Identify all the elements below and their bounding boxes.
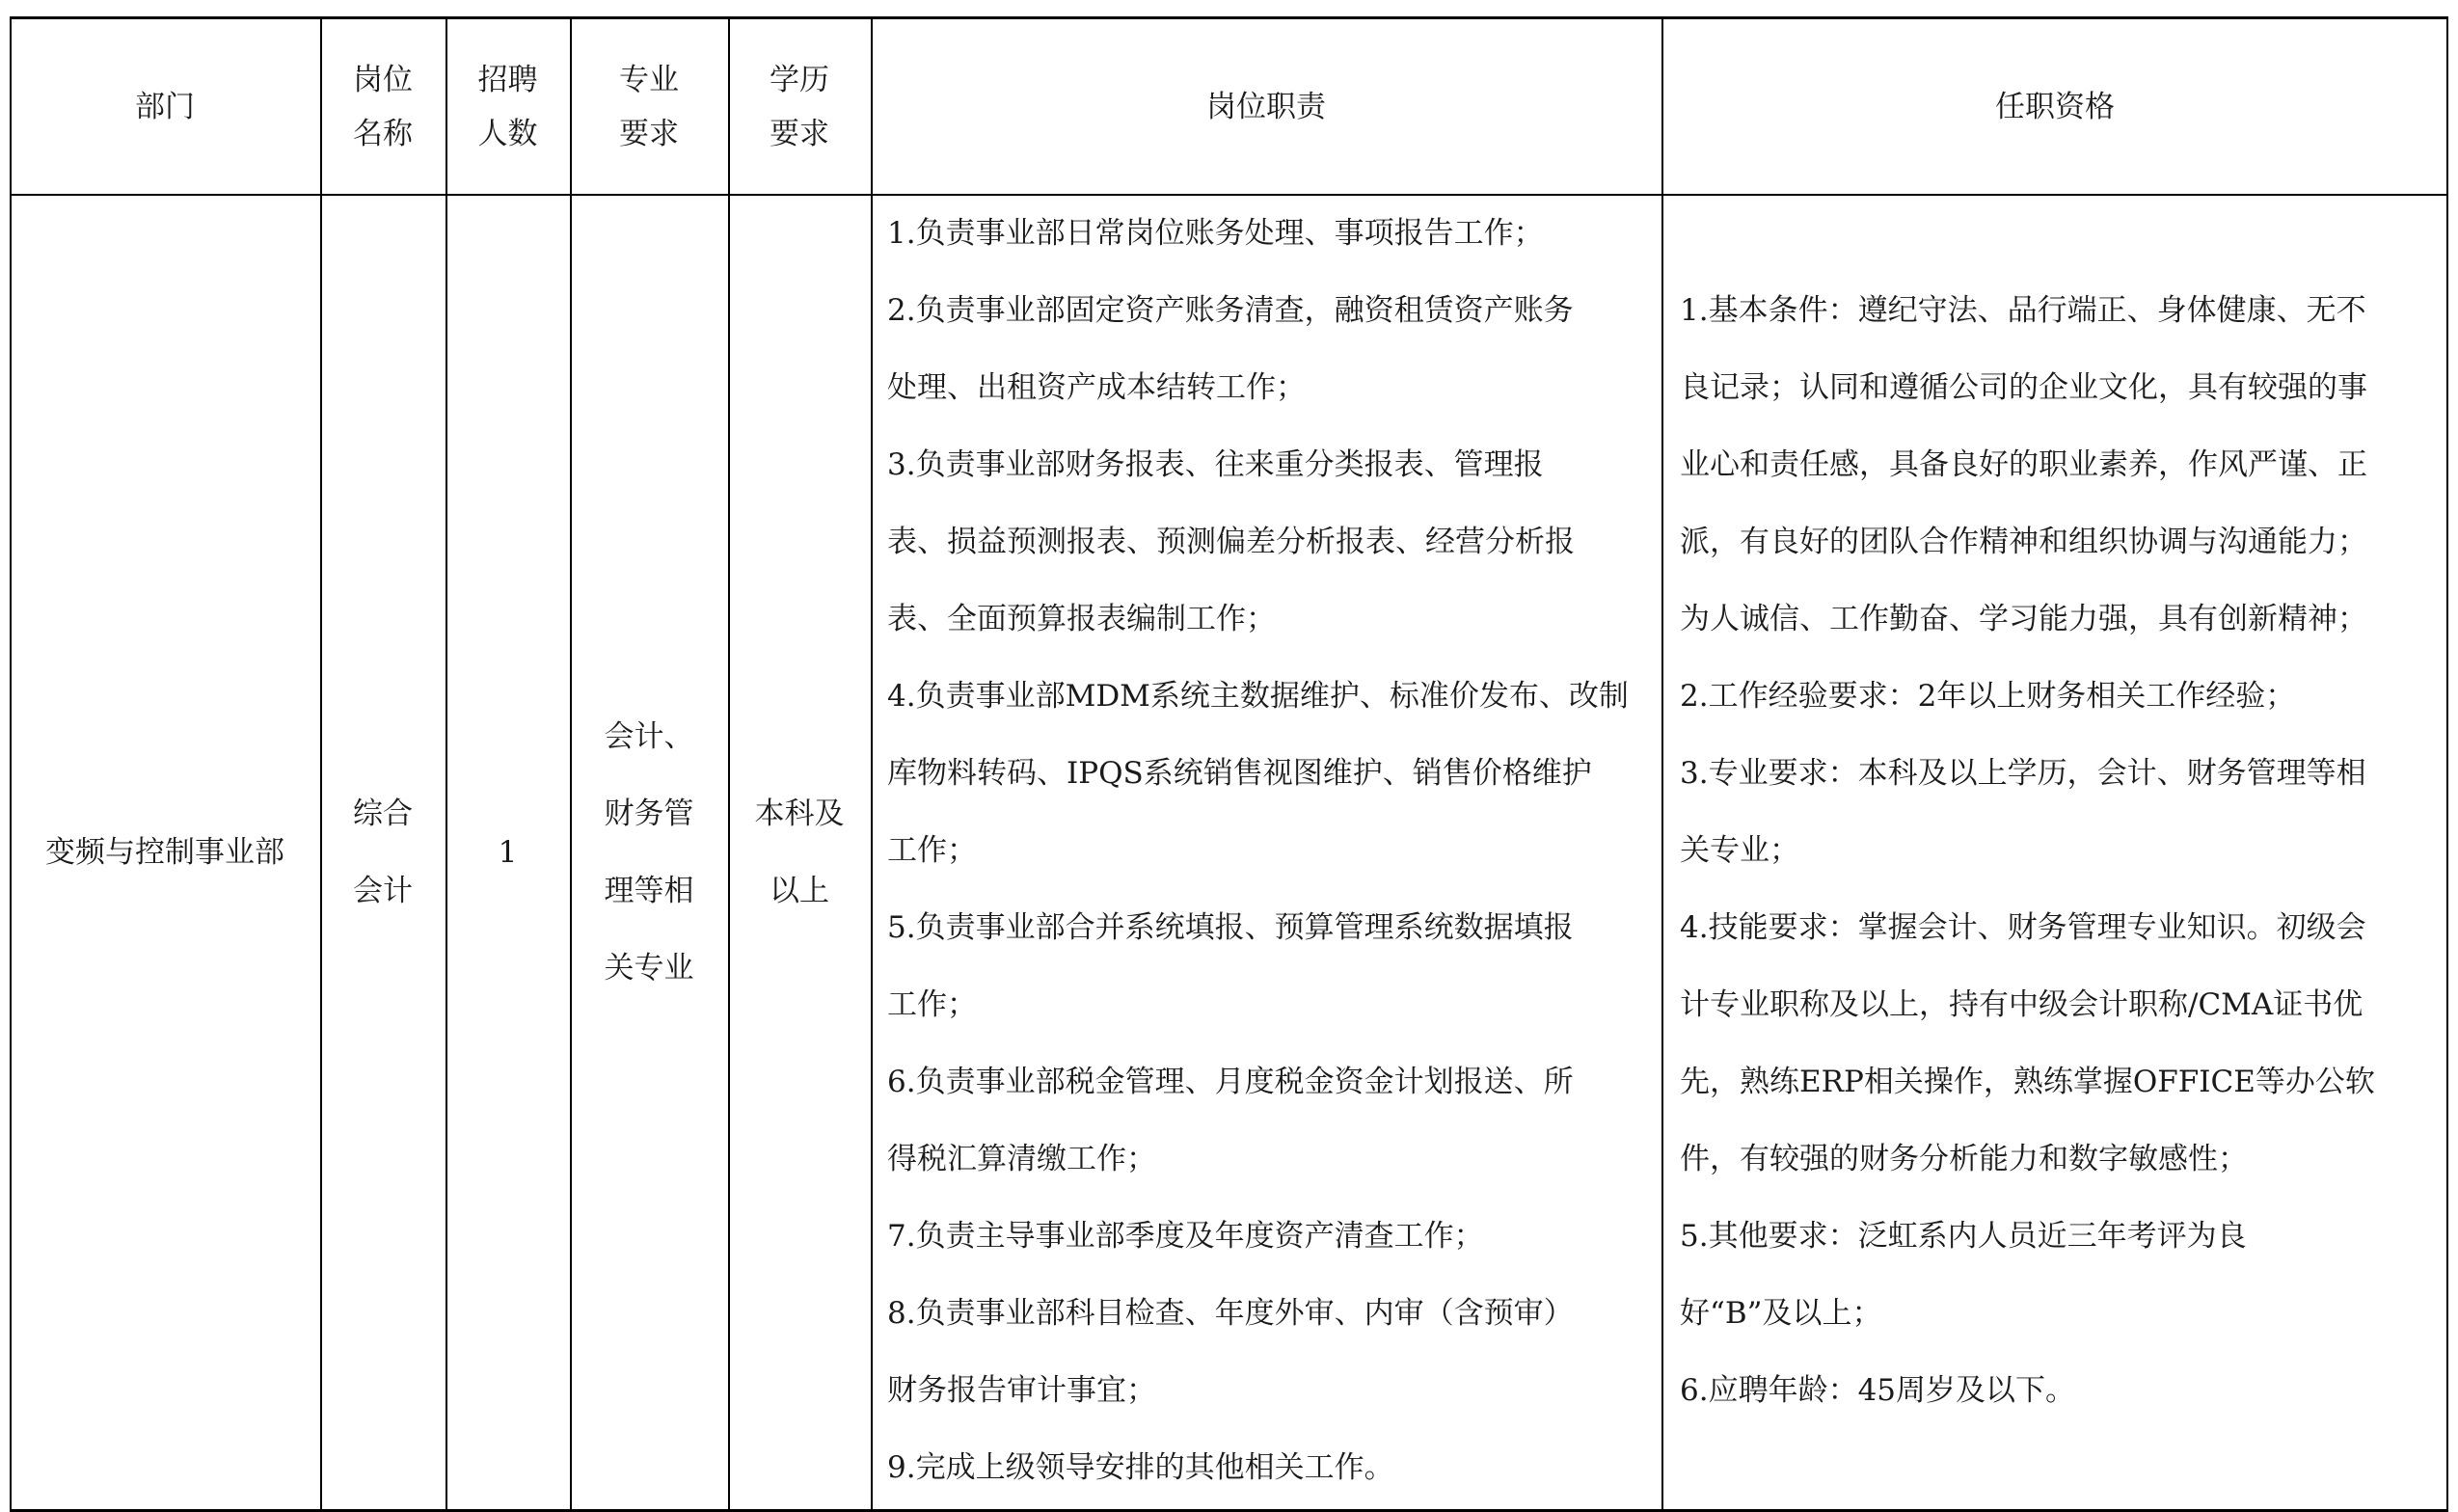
duty-line: 7.负责主导事业部季度及年度资产清查工作； (887, 1219, 1484, 1254)
qualification-line: 业心和责任感，具备良好的职业素养，作风严谨、正 (1680, 447, 2367, 482)
major-line: 财务管 (604, 796, 694, 831)
duty-line: 表、全面预算报表编制工作； (887, 602, 1276, 636)
duty-line: 工作； (887, 833, 977, 868)
header-qualifications-text: 任职资格 (1995, 89, 2115, 124)
qualification-line: 先，熟练ERP相关操作，熟练掌握OFFICE等办公软 (1680, 1065, 2375, 1099)
duty-line: 表、损益预测报表、预测偏差分析报表、经营分析报 (887, 525, 1575, 559)
duty-line: 1.负责事业部日常岗位账务处理、事项报告工作； (887, 216, 1544, 251)
column-divider (871, 19, 873, 1509)
header-dept-text: 部门 (135, 89, 195, 124)
header-major-line: 专业 (619, 62, 679, 97)
header-headcount (446, 19, 570, 194)
qualifications-list (1680, 272, 2446, 1429)
qualification-line: 件，有较强的财务分析能力和数字敏感性； (1680, 1142, 2248, 1176)
header-qualifications (1661, 19, 2448, 194)
header-headcount-line: 招聘 (477, 62, 538, 97)
qualification-line: 为人诚信、工作勤奋、学习能力强，具有创新精神； (1680, 602, 2367, 636)
header-education-line: 学历 (770, 62, 829, 97)
duty-line: 2.负责事业部固定资产账务清查，融资租赁资产账务 (887, 293, 1574, 328)
qualification-line: 4.技能要求：掌握会计、财务管理专业知识。初级会 (1680, 910, 2366, 945)
cell-position-name (320, 196, 446, 1509)
header-position-name (320, 19, 446, 194)
major-line: 关专业 (604, 951, 694, 986)
header-major-line: 要求 (619, 116, 679, 151)
header-education-line: 要求 (770, 116, 829, 151)
education-line: 以上 (770, 874, 829, 908)
position-name-line: 综合 (353, 796, 413, 831)
qualification-line: 良记录；认同和遵循公司的企业文化，具有较强的事 (1680, 370, 2367, 405)
cell-education (728, 196, 871, 1509)
education-line: 本科及 (754, 796, 845, 831)
duty-line: 6.负责事业部税金管理、月度税金资金计划报送、所 (887, 1065, 1574, 1099)
duty-line: 库物料转码、IPQS系统销售视图维护、销售价格维护 (887, 756, 1592, 791)
header-major (570, 19, 728, 194)
header-position-name-line: 岗位 (353, 62, 413, 97)
header-duties-text: 岗位职责 (1206, 89, 1326, 124)
qualification-line: 5.其他要求：泛虹系内人员近三年考评为良 (1680, 1219, 2247, 1254)
qualification-line: 计专业职称及以上，持有中级会计职称/CMA证书优 (1680, 987, 2363, 1022)
header-position-name-line: 名称 (353, 116, 413, 151)
headcount-text: 1 (498, 835, 518, 870)
position-name-line: 会计 (353, 874, 413, 908)
cell-headcount (446, 196, 570, 1509)
duty-line: 处理、出租资产成本结转工作； (887, 370, 1306, 405)
duty-line: 4.负责事业部MDM系统主数据维护、标准价发布、改制 (887, 679, 1629, 714)
dept-text: 变频与控制事业部 (45, 835, 284, 870)
duty-line: 3.负责事业部财务报表、往来重分类报表、管理报 (887, 447, 1544, 482)
qualification-line: 派，有良好的团队合作精神和组织协调与沟通能力； (1680, 525, 2367, 559)
table-border-right (2446, 19, 2448, 1509)
duty-line: 8.负责事业部科目检查、年度外审、内审（含预审） (887, 1296, 1574, 1331)
qualification-line: 好“B”及以上； (1680, 1296, 1882, 1331)
qualification-line: 关专业； (1680, 833, 1799, 868)
qualification-line: 6.应聘年龄：45周岁及以下。 (1680, 1373, 2076, 1408)
header-headcount-line: 人数 (477, 116, 538, 151)
job-table (10, 16, 2448, 1512)
duty-line: 财务报告审计事宜； (887, 1373, 1156, 1408)
header-duties (871, 19, 1661, 194)
qualification-line: 3.专业要求：本科及以上学历，会计、财务管理等相 (1680, 756, 2366, 791)
qualification-line: 2.工作经验要求：2年以上财务相关工作经验； (1680, 679, 2296, 714)
duty-line: 5.负责事业部合并系统填报、预算管理系统数据填报 (887, 910, 1574, 945)
major-line: 会计、 (604, 719, 694, 754)
duties-list (887, 195, 1659, 1506)
duty-line: 工作； (887, 987, 977, 1022)
qualification-line: 1.基本条件：遵纪守法、品行端正、身体健康、无不 (1680, 293, 2366, 328)
cell-major (570, 196, 728, 1509)
duty-line: 9.完成上级领导安排的其他相关工作。 (887, 1450, 1394, 1485)
duty-line: 得税汇算清缴工作； (887, 1142, 1156, 1176)
header-education (728, 19, 871, 194)
column-divider (1661, 19, 1663, 1509)
cell-dept (10, 196, 320, 1509)
major-line: 理等相 (604, 874, 694, 908)
header-dept (10, 19, 320, 194)
